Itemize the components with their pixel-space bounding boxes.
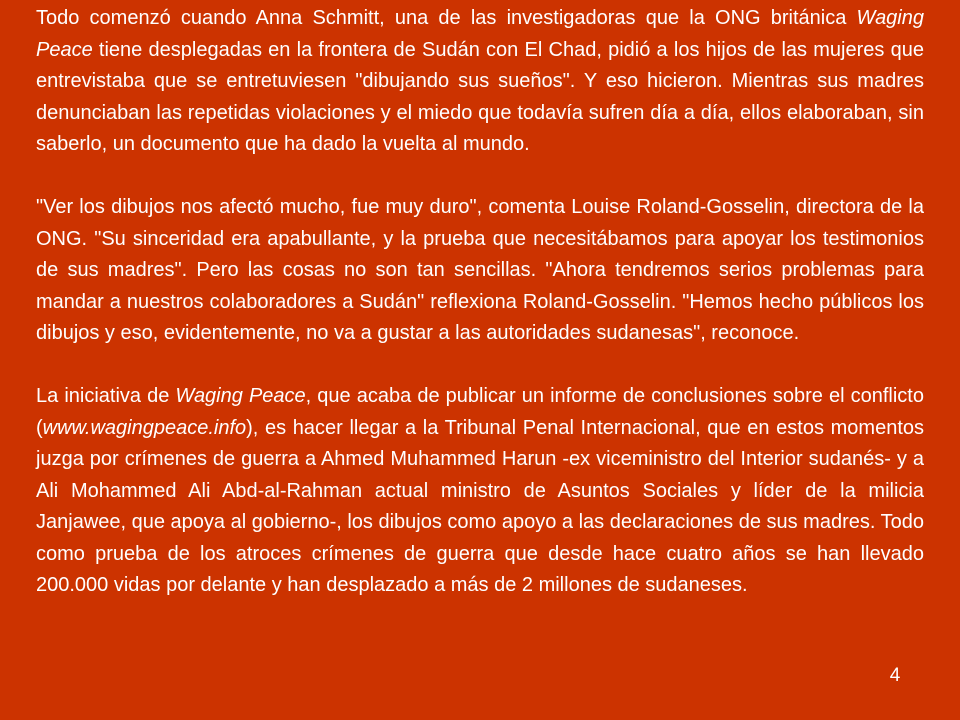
- paragraph-3: [36, 381, 924, 602]
- paragraph-3-text-a: La iniciativa de: [36, 385, 176, 407]
- paragraph-3-text-c: ), es hacer llegar a la Tribunal Penal Internacional, que en estos momentos juzga por crímenes de guerra a Ahmed Muhammed Harun -ex viceministro del Interior sudanés- y a Ali Mohammed Ali Abd-al-Rahman actual ministro de Asuntos Sociales y líder de la milicia Janjawee, que apoya al gobierno-, los dibujos como apoyo a las declaraciones de sus madres. Todo como prueba de los atroces crímenes de guerra que desde hace cuatro años se han llevado 200.000 vidas por delante y han desplazado a más de 2 millones de sudaneses.: [36, 416, 924, 596]
- paragraph-1-text-b: tiene desplegadas en la frontera de Sudán con El Chad, pidió a los hijos de las mujeres que entrevistaba que se entretuviesen "dibujando sus sueños". Y eso hicieron. Mientras sus madres denunciaban las repetidas violaciones y el miedo que todavía sufren día a día, ellos elaboraban, sin saberlo, un documento que ha dado la vuelta al mundo.: [36, 38, 924, 155]
- org-name-italic: Waging Peace: [36, 7, 924, 61]
- org-name-italic: Waging Peace: [175, 385, 306, 407]
- article-text: [36, 3, 924, 602]
- paragraph-1: [36, 3, 924, 161]
- paragraph-2-text: "Ver los dibujos nos afectó mucho, fue muy duro", comenta Louise Roland-Gosselin, directora de la ONG. "Su sinceridad era apabullante, y la prueba que necesitábamos para apoyar los testimonios de sus madres". Pero las cosas no son tan sencillas. "Ahora tendremos serios problemas para mandar a nuestros colaboradores a Sudán" reflexiona Roland-Gosselin. "Hemos hecho públicos los dibujos y eso, evidentemente, no va a gustar a las autoridades sudanesas", reconoce.: [36, 196, 924, 344]
- website-link: www.wagingpeace.info: [42, 416, 247, 439]
- paragraph-3-text-b: , que acaba de publicar un informe de conclusiones sobre el conflicto (: [36, 385, 924, 439]
- paragraph-1-text-a: Todo comenzó cuando Anna Schmitt, una de las investigadoras que la ONG británica: [36, 7, 857, 29]
- paragraph-2: [36, 192, 924, 350]
- page-number: 4: [889, 665, 901, 686]
